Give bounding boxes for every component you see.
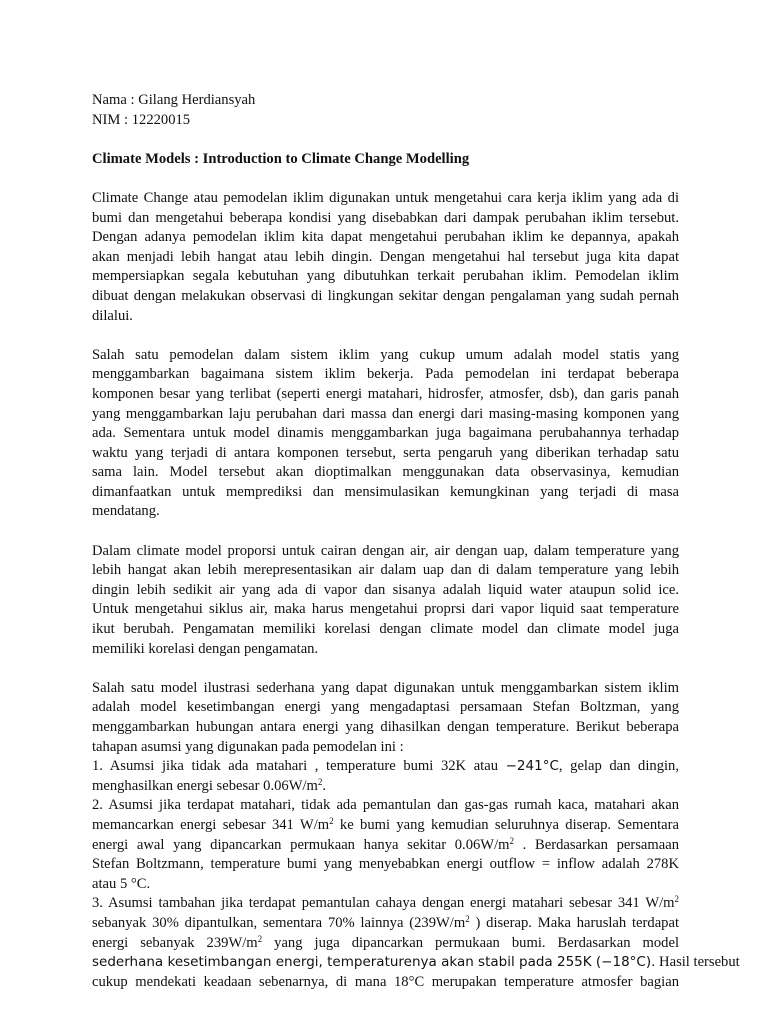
text-line: cukup mendekati keadaan sebenarnya, di mana 18°C merupakan temperature atmosfer bagian [92,973,679,990]
text-line [92,914,679,934]
text-line: yang menggambarkan laju perubahan dari massa dan energi dari masing-masing komponen yang [92,405,679,422]
assumption-item-1 [92,757,679,796]
text-line: Salah satu pemodelan dalam sistem iklim yang cukup umum adalah model statis yang [92,346,679,363]
spacer [92,522,679,542]
text-line: tahapan asumsi yang digunakan pada pemodelan ini : [92,738,404,755]
text-line: ikut berubah. Pengamatan memiliki korelasi dengan climate model dan climate model juga [92,621,679,638]
text-fragment: , gelap dan dingin, [558,758,679,775]
text-line: Dengan adanya pemodelan iklim kita dapat mengetahui perubahan iklim ke depannya, apakah [92,229,679,246]
text-line: atau 5 °C. [92,875,151,892]
document-page [92,91,740,992]
text-fragment: yang juga dipancarkan permukaan bumi. Berdasarkan model [262,934,679,951]
name-line: Nama : Gilang Herdiansyah [92,92,256,108]
text-line [92,953,740,973]
text-line [92,836,679,856]
text-line: lebih hangat akan lebih merepresentasikan air dalam uap dan di dalam temperature yang lebih [92,562,679,579]
text-line: adalah model kesetimbangan energi yang mengadaptasi persamaan Stefan Boltzman, yang [92,699,679,716]
text-line: mempersiapkan segala kebutuhan yang dibutuhkan terkait perubahan iklim. Pemodelan iklim [92,268,679,285]
text-line: Untuk mengetahui siklus air, maka harus mengetahui proprsi dari vapor liquid saat temperature [92,601,679,618]
text-line: memiliki korelasi dengan pengamatan. [92,640,319,657]
text-fragment: . [322,777,327,794]
superscript: 2 [674,894,679,905]
text-line [92,777,679,797]
math-value: −241°C [505,758,559,775]
text-line [92,757,679,777]
spacer [92,130,679,150]
text-line: sama lain. Model tersebut akan dioptimalkan menggunakan data observasinya, kemudian [92,464,679,481]
text-line: Stefan Boltzmann, temperature bumi yang menyebabkan energi outflow = inflow adalah 278K [92,856,679,873]
text-line: dibuat dengan melakukan observasi di lingkungan sekitar dengan pengalaman yang sudah pernah [92,287,679,304]
spacer [92,659,679,679]
math-text: sederhana kesetimbangan energi, temperaturenya akan stabil pada 255K (−18°C). [92,954,656,971]
text-line [92,894,679,914]
text-fragment: Hasil tersebut [655,954,740,971]
text-line: menggambarkan hubungan antara energi yang dihasilkan dengan temperature. Berikut beberapa [92,719,679,735]
text-line: menggambarkan bagaimana sistem iklim bekerja. Pada pemodelan ini terdapat beberapa [92,366,679,383]
assumption-item-3 [92,894,740,992]
paragraph-energy-balance [92,679,679,757]
superscript: 2 [317,776,323,787]
assumption-item-2 [92,796,679,894]
nim-line: NIM : 12220015 [92,111,191,128]
text-fragment: memancarkan energi sebesar 341 W/m [92,816,330,833]
text-line: komponen besar yang terlibat (seperti energi matahari, hidrosfer, atmosfer, dsb), dan garis panah [92,385,679,402]
text-fragment: 1. Asumsi jika tidak ada matahari , temperature bumi 32K atau [92,758,506,775]
text-line: ada. Sementara untuk model dinamis menggambarkan juga bagaimana perubahannya terhadap [92,425,679,442]
text-line: dingin lebih sedikit air yang ada di vapor dan sisanya adalah liquid water ataupun solid ice. [92,581,679,598]
text-line: Salah satu model ilustrasi sederhana yang dapat digunakan untuk menggambarkan sistem iklim [92,679,679,696]
spacer [92,169,679,189]
text-line: 2. Asumsi jika terdapat matahari, tidak ada pemantulan dan gas-gas rumah kaca, matahari akan [92,797,679,814]
text-line: dimanfaatkan untuk memprediksi dan mensimulasikan kemungkinan yang terjadi di masa [92,483,679,500]
text-line: akan menjadi lebih hangat atau lebih dingin. Dengan mengetahui hal tersebut juga kita dapat [92,248,679,265]
text-fragment: ke bumi yang kemudian seluruhnya diserap. Sementara [333,816,679,833]
paragraph-static-model [92,346,679,522]
text-line [92,934,679,954]
document-title: Climate Models : Introduction to Climate Change Modelling [92,150,470,167]
text-line: Dalam climate model proporsi untuk cairan dengan air, air dengan uap, dalam temperature yang [92,542,679,559]
superscript: 2 [465,913,470,924]
text-fragment: sebanyak 30% dipantulkan, sementara 70% lainnya (239W/m [92,914,466,931]
text-fragment: ) diserap. Maka haruslah terdapat [469,914,679,931]
spacer [92,326,679,346]
superscript: 2 [329,815,334,826]
superscript: 2 [509,835,514,846]
text-line: dilalui. [92,307,133,324]
text-line: waktu yang terjadi di antara komponen tersebut, serta pengaruh yang diberikan terhadap satu [92,444,679,461]
text-line: Climate Change atau pemodelan iklim digunakan untuk mengetahui cara kerja iklim yang ada di [92,189,679,206]
paragraph-water-proportion [92,542,679,660]
text-line [92,816,679,836]
text-line: mendatang. [92,503,160,520]
text-fragment: energi awal yang dipancarkan permukaan hanya sekitar 0.06W/m [92,836,510,853]
text-fragment: 3. Asumsi tambahan jika terdapat pemantulan cahaya dengan energi matahari sebesar 341 W/m [92,895,675,912]
text-fragment: . Berdasarkan persamaan [513,836,679,853]
text-fragment: menghasilkan energi sebesar 0.06W/m [92,777,318,794]
superscript: 2 [257,933,263,944]
paragraph-intro [92,189,679,326]
text-line: bumi dan mengetahui beberapa kondisi yang disebabkan dari dampak perubahan iklim tersebut. [92,209,679,226]
text-fragment: energi sebanyak 239W/m [92,934,258,951]
